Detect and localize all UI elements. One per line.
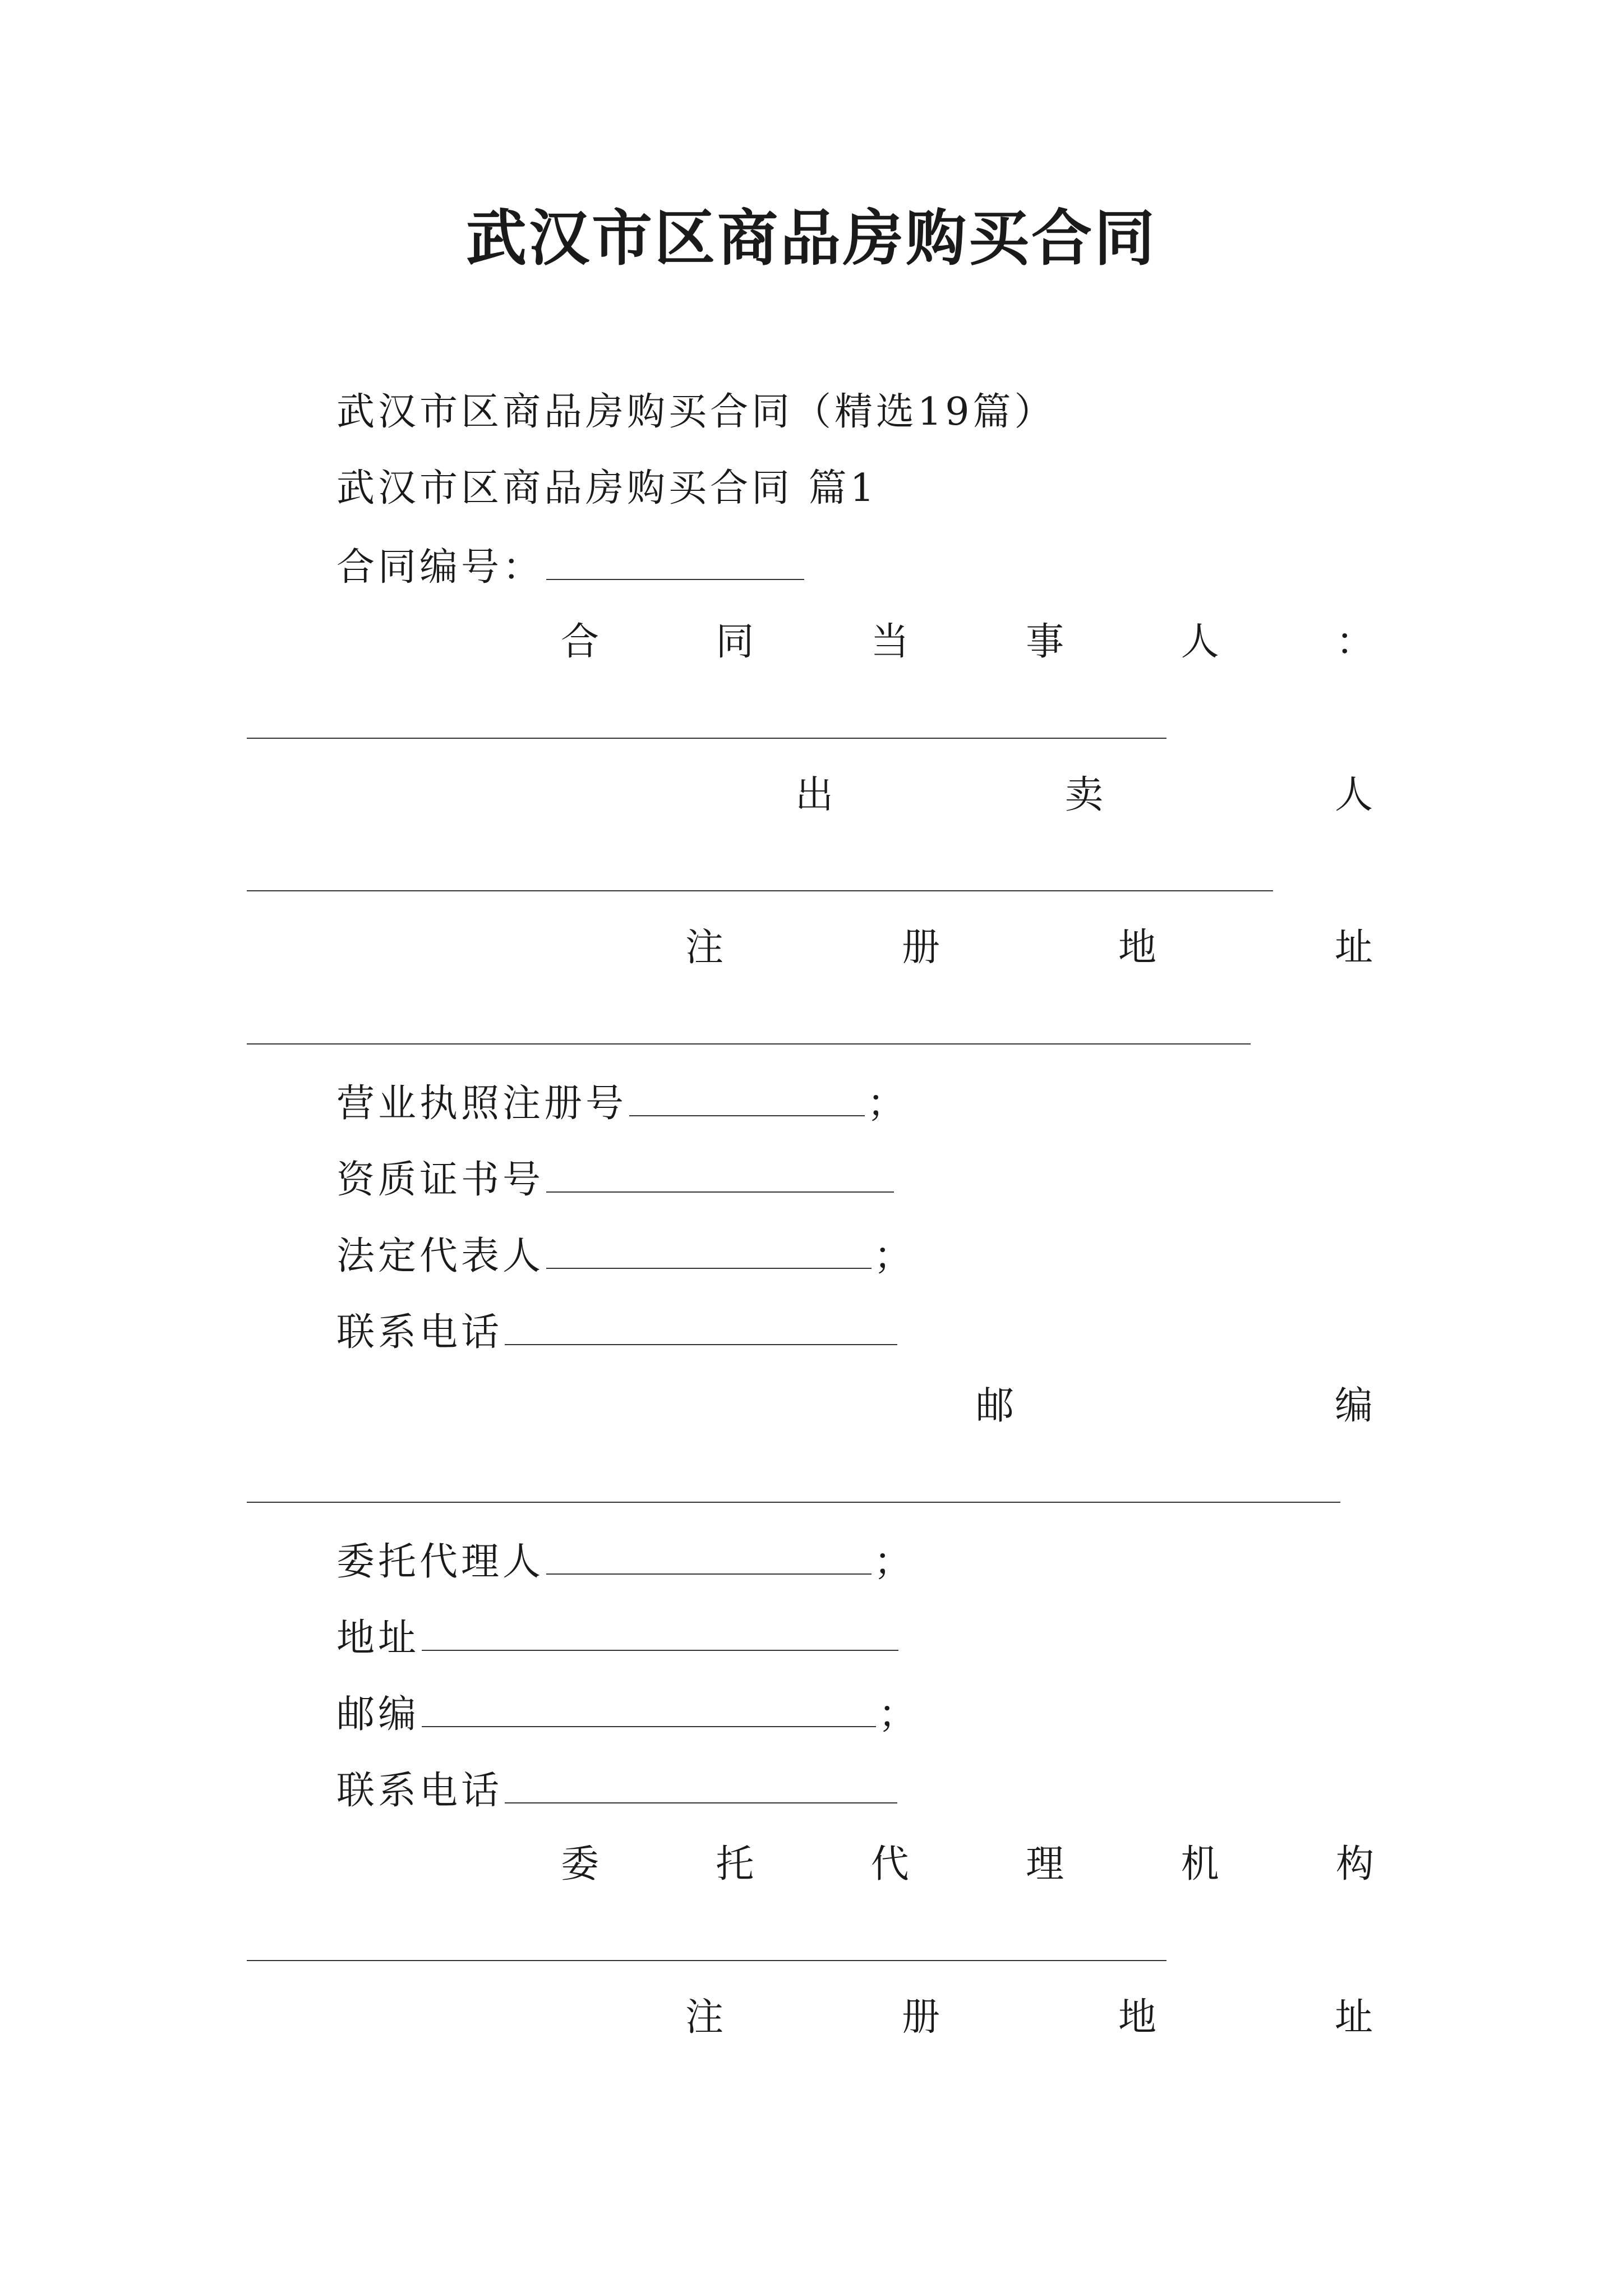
agency-char: 委 bbox=[561, 1842, 600, 1887]
legal-rep-suffix: ； bbox=[874, 1234, 916, 1278]
seller-char: 卖 bbox=[1064, 773, 1103, 817]
reg-address-char: 注 bbox=[685, 926, 724, 970]
qualification-line bbox=[336, 1152, 896, 1205]
document-title: 武汉市区商品房购买合同 bbox=[465, 203, 1157, 274]
agent-postcode-blank[interactable] bbox=[422, 1687, 876, 1727]
registered-address-blank[interactable] bbox=[247, 1043, 1251, 1045]
seller-blank[interactable] bbox=[247, 890, 1273, 891]
agency-heading bbox=[561, 1839, 1374, 1890]
reg-address-char: 地 bbox=[1118, 1995, 1156, 2040]
reg-address-char: 注 bbox=[685, 1995, 724, 2040]
contract-number-blank[interactable] bbox=[546, 540, 804, 580]
reg-address-char: 址 bbox=[1334, 926, 1373, 970]
agency-char: 代 bbox=[870, 1842, 909, 1887]
registered-address-heading bbox=[685, 923, 1373, 973]
agency-blank[interactable] bbox=[247, 1960, 1166, 1961]
license-line bbox=[336, 1076, 909, 1129]
agency-char: 机 bbox=[1181, 1842, 1219, 1887]
parties-heading bbox=[561, 617, 1374, 668]
agency-registered-address-heading bbox=[685, 1993, 1373, 2043]
license-suffix: ； bbox=[867, 1082, 909, 1126]
postcode-blank[interactable] bbox=[247, 1502, 1340, 1503]
seller-char: 出 bbox=[795, 773, 834, 817]
phone-line bbox=[336, 1305, 900, 1358]
legal-rep-blank[interactable] bbox=[546, 1228, 872, 1269]
parties-char: ： bbox=[1335, 620, 1374, 664]
phone-label: 联系电话 bbox=[336, 1310, 503, 1355]
legal-rep-line bbox=[336, 1228, 915, 1282]
agency-char: 理 bbox=[1026, 1842, 1064, 1887]
parties-char: 合 bbox=[561, 620, 600, 664]
agency-char: 托 bbox=[716, 1842, 754, 1887]
parties-char: 事 bbox=[1026, 620, 1064, 664]
agent-postcode-suffix: ； bbox=[878, 1692, 920, 1737]
legal-rep-label: 法定代表人 bbox=[336, 1234, 545, 1278]
reg-address-char: 地 bbox=[1118, 926, 1156, 970]
license-label: 营业执照注册号 bbox=[336, 1082, 628, 1126]
section-heading: 武汉市区商品房购买合同 篇1 bbox=[336, 466, 878, 510]
qualification-blank[interactable] bbox=[546, 1152, 894, 1193]
agent-phone-label: 联系电话 bbox=[336, 1769, 503, 1813]
postcode-char: 邮 bbox=[976, 1384, 1015, 1428]
parties-blank[interactable] bbox=[247, 738, 1166, 739]
seller-heading bbox=[795, 770, 1373, 821]
agent-postcode-label: 邮编 bbox=[336, 1692, 420, 1737]
reg-address-char: 册 bbox=[901, 1995, 940, 2040]
parties-char: 当 bbox=[870, 620, 909, 664]
parties-char: 人 bbox=[1181, 620, 1219, 664]
agent-line bbox=[336, 1534, 915, 1588]
agency-char: 构 bbox=[1335, 1842, 1374, 1887]
address-line bbox=[336, 1611, 901, 1664]
contract-number-line bbox=[336, 540, 806, 593]
parties-char: 同 bbox=[716, 620, 754, 664]
agent-label: 委托代理人 bbox=[336, 1540, 545, 1584]
subtitle: 武汉市区商品房购买合同（精选19篇） bbox=[336, 390, 1056, 434]
license-blank[interactable] bbox=[629, 1076, 865, 1116]
address-label: 地址 bbox=[336, 1616, 420, 1660]
phone-blank[interactable] bbox=[505, 1305, 897, 1345]
qualification-label: 资质证书号 bbox=[336, 1158, 545, 1202]
address-blank[interactable] bbox=[422, 1611, 898, 1651]
seller-char: 人 bbox=[1334, 773, 1373, 817]
postcode-heading bbox=[976, 1381, 1373, 1432]
agent-postcode-line bbox=[336, 1687, 920, 1740]
contract-number-label: 合同编号： bbox=[336, 545, 545, 590]
postcode-char: 编 bbox=[1334, 1384, 1373, 1428]
agent-blank[interactable] bbox=[546, 1534, 872, 1575]
agent-suffix: ； bbox=[874, 1540, 916, 1584]
agent-phone-blank[interactable] bbox=[505, 1763, 897, 1803]
reg-address-char: 址 bbox=[1334, 1995, 1373, 2040]
reg-address-char: 册 bbox=[901, 926, 940, 970]
agent-phone-line bbox=[336, 1763, 900, 1816]
